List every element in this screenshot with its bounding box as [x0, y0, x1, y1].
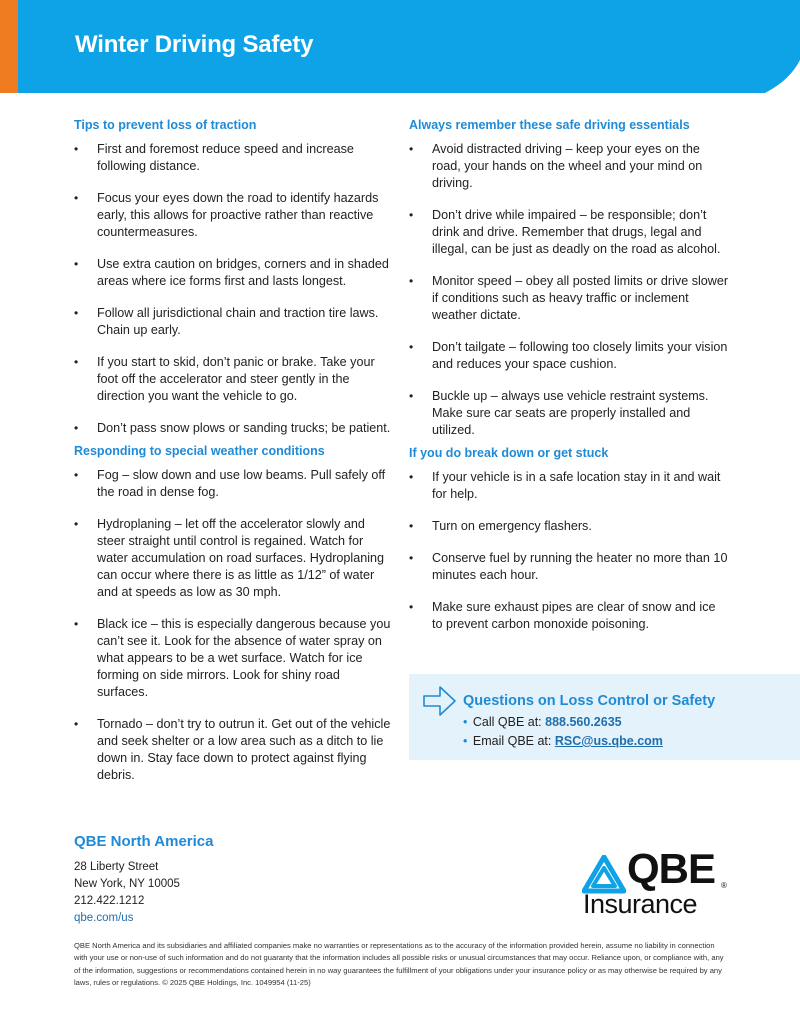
- page-header: [0, 0, 800, 93]
- list-item: • Hydroplaning – let off the accelerator slowly and steer straight until control is regained. Watch for water accumulation on road surfaces. Hydroplaning can occur where there is as little as 1/12” of water and at speeds as low as 30 mph.: [74, 517, 385, 599]
- call-label: Call QBE at:: [472, 715, 542, 729]
- contact-email-line: • Email QBE at: RSC@us.qbe.com: [463, 734, 663, 748]
- list-item: • Tornado – don’t try to outrun it. Get out of the vehicle and seek shelter or a low area such as a ditch to lie down in. Stay face down to protect against flying debris.: [74, 717, 391, 782]
- weather-heading: Responding to special weather conditions: [74, 444, 325, 458]
- traction-list: [74, 141, 394, 437]
- list-item: • Turn on emergency flashers.: [409, 519, 592, 533]
- list-item: • Buckle up – always use vehicle restraint systems. Make sure car seats are properly installed and utilized.: [409, 389, 709, 437]
- left-column: [74, 116, 394, 799]
- address-city: New York, NY 10005: [74, 878, 180, 890]
- list-item: • Focus your eyes down the road to identify hazards early, this allows for proactive rather than reactive countermeasures.: [74, 191, 379, 239]
- disclaimer: QBE North America and its subsidiaries and affiliated companies make no warranties or representations as to the accuracy of the information provided herein, assume no liability in connection with your use or non-use of such information and do not guaranty that the information includes all possible risks or unusual circumstances that may occur. Reliance upon, or compliance with, any of the information, suggestions or recommendations contained herein in no way guarantees the fulfillment of your obligations under your insurance policy or as may otherwise be required by any laws, rules or regulations. © 2025 QBE Holdings, Inc. 1049954 (11-25): [74, 941, 724, 987]
- list-item: • Avoid distracted driving – keep your eyes on the road, your hands on the wheel and your mind on driving.: [409, 142, 703, 190]
- right-column: [409, 116, 729, 648]
- contact-phone: 888.560.2635: [545, 715, 622, 729]
- weather-list: [74, 467, 394, 784]
- address-phone: 212.422.1212: [74, 895, 145, 907]
- logo-registered: ®: [721, 881, 727, 890]
- breakdown-heading: If you do break down or get stuck: [409, 446, 609, 460]
- list-item: • Don’t tailgate – following too closely limits your vision and reduces your space cushion.: [409, 340, 728, 371]
- list-item: • Conserve fuel by running the heater no more than 10 minutes each hour.: [409, 551, 728, 582]
- logo-qbe-text: QBE: [627, 845, 716, 892]
- qbe-logo: [580, 845, 730, 928]
- breakdown-list: [409, 469, 729, 633]
- contact-email-link[interactable]: RSC@us.qbe.com: [554, 734, 663, 748]
- essentials-heading: Always remember these safe driving essentials: [409, 118, 690, 132]
- website-link[interactable]: qbe.com/us: [74, 912, 134, 924]
- contact-call-line: • Call QBE at: 888.560.2635: [463, 715, 622, 729]
- list-item: • If your vehicle is in a safe location stay in it and wait for help.: [409, 470, 721, 501]
- contact-title: Questions on Loss Control or Safety: [463, 693, 716, 709]
- list-item: • Use extra caution on bridges, corners and in shaded areas where ice forms first and lasts longest.: [74, 257, 389, 288]
- address-street: 28 Liberty Street: [74, 861, 159, 873]
- list-item: • Make sure exhaust pipes are clear of snow and ice to prevent carbon monoxide poisoning.: [409, 600, 716, 631]
- arrow-right-icon: [422, 684, 458, 718]
- essentials-list: [409, 141, 729, 439]
- company-name: QBE North America: [74, 833, 214, 850]
- contact-box: [409, 674, 800, 760]
- list-item: • Don’t drive while impaired – be responsible; don’t drink and drive. Remember that drugs, legal and illegal, can be just as deadly on the road as alcohol.: [409, 208, 721, 256]
- traction-heading: Tips to prevent loss of traction: [74, 118, 257, 132]
- list-item: • Fog – slow down and use low beams. Pull safely off the road in dense fog.: [74, 468, 386, 499]
- list-item: • If you start to skid, don’t panic or brake. Take your foot off the accelerator and steer gently in the direction you want the vehicle to go.: [74, 355, 375, 403]
- page-title: Winter Driving Safety: [75, 31, 314, 58]
- list-item: • Monitor speed – obey all posted limits or drive slower if conditions such as heavy traffic or inclement weather dictate.: [409, 274, 729, 322]
- list-item: • Black ice – this is especially dangerous because you can’t see it. Look for the absence of water spray on what appears to be a wet surface. Watch for ice forming on side mirrors. Look for shiny road surfaces.: [74, 617, 391, 699]
- list-item: • Don’t pass snow plows or sanding trucks; be patient.: [74, 421, 391, 435]
- list-item: • First and foremost reduce speed and increase following distance.: [74, 142, 354, 173]
- list-item: • Follow all jurisdictional chain and traction tire laws. Chain up early.: [74, 306, 379, 337]
- email-label: Email QBE at:: [472, 734, 552, 748]
- logo-insurance-text: Insurance: [583, 889, 698, 919]
